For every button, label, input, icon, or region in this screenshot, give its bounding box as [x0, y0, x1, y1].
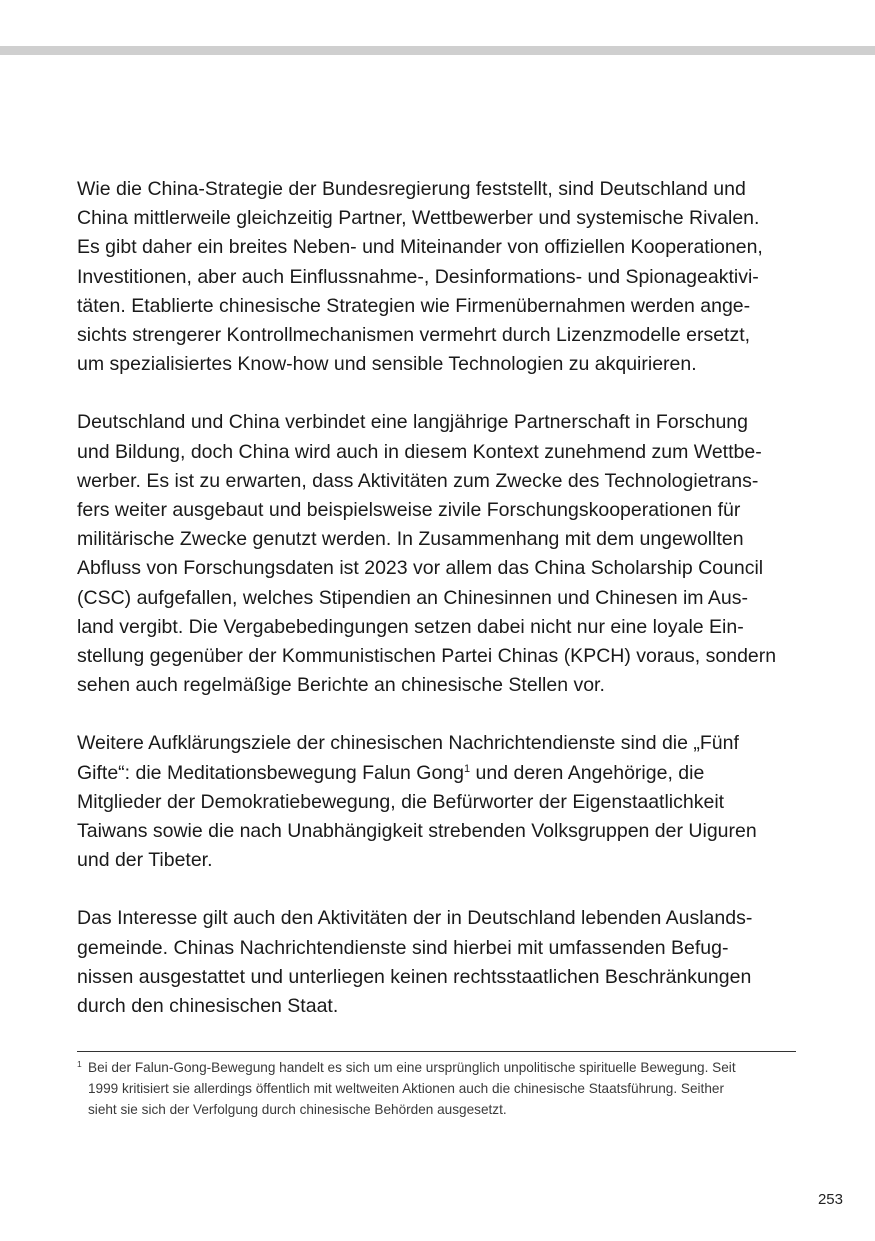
text-line: Das Interesse gilt auch den Aktivitäten der in Deutschland lebenden Auslands- [77, 907, 753, 930]
text-segment: Gifte“: die Meditationsbewegung Falun Gong [77, 761, 464, 784]
text-line: land vergibt. Die Vergabebedingungen setzen dabei nicht nur eine loyale Ein- [77, 615, 744, 638]
text-line: Wie die China-Strategie der Bundesregierung feststellt, sind Deutschland und [77, 178, 746, 200]
text-line: fers weiter ausgebaut und beispielsweise zivile Forschungskooperationen für [77, 499, 741, 522]
text-line: Weitere Aufklärungsziele der chinesischen Nachrichtendienste sind die „Fünf [77, 732, 739, 755]
paragraph-research-partnership [77, 408, 799, 700]
footnote-line: sieht sie sich der Verfolgung durch chinesische Behörden ausgesetzt. [88, 1101, 507, 1117]
text-line: durch den chinesischen Staat. [77, 995, 339, 1018]
text-line: (CSC) aufgefallen, welches Stipendien an Chinesinnen und Chinesen im Aus- [77, 586, 748, 609]
text-line: China mittlerweile gleichzeitig Partner, Wettbewerber und systemische Rivalen. [77, 207, 760, 230]
text-line: stellung gegenüber der Kommunistischen Partei Chinas (KPCH) voraus, sondern [77, 645, 777, 668]
text-line: sichts strengerer Kontrollmechanismen vermehrt durch Lizenzmodelle ersetzt, [77, 324, 751, 347]
text-line: Abfluss von Forschungsdaten ist 2023 vor allem das China Scholarship Council [77, 557, 764, 580]
footnote [77, 1058, 799, 1120]
text-line: nissen ausgestattet und unterliegen keinen rechtsstaatlichen Beschränkungen [77, 965, 752, 988]
text-line: gemeinde. Chinas Nachrichtendienste sind hierbei mit umfassenden Befug- [77, 936, 729, 959]
text-line [77, 759, 799, 788]
footnote-line: Bei der Falun-Gong-Bewegung handelt es sich um eine ursprünglich unpolitische spirituelle Bewegung. Seit [88, 1060, 736, 1075]
paragraph-five-poisons [77, 729, 799, 875]
footnote-divider [77, 1051, 796, 1052]
footnote-line: 1999 kritisiert sie allerdings öffentlich mit weltweiten Aktionen auch die chinesische Staatsführung. Seither [88, 1080, 724, 1096]
text-line: täten. Etablierte chinesische Strategien wie Firmenübernahmen werden ange- [77, 294, 751, 317]
text-line: um spezialisiertes Know-how und sensible Technologien zu akquirieren. [77, 353, 697, 376]
text-line: werber. Es ist zu erwarten, dass Aktivitäten zum Zwecke des Technologietrans- [77, 469, 759, 492]
text-line: Mitglieder der Demokratiebewegung, die Befürworter der Eigenstaatlichkeit [77, 790, 725, 813]
body-text [77, 175, 799, 1021]
header-rule [0, 46, 875, 55]
footnote-text [88, 1058, 799, 1120]
text-line: und Bildung, doch China wird auch in diesem Kontext zunehmend zum Wettbe- [77, 440, 762, 463]
footnote-reference: 1 [463, 762, 471, 775]
text-line: Investitionen, aber auch Einflussnahme-, Desinformations- und Spionageaktivi- [77, 265, 759, 288]
footnote-marker: 1 [77, 1059, 82, 1069]
text-line: Taiwans sowie die nach Unabhängigkeit strebenden Volksgruppen der Uiguren [77, 820, 757, 843]
page-number: 253 [817, 1191, 843, 1208]
text-line: Deutschland und China verbindet eine langjährige Partnerschaft in Forschung [77, 411, 748, 434]
text-line: und der Tibeter. [77, 849, 213, 872]
text-line: Es gibt daher ein breites Neben- und Miteinander von offiziellen Kooperationen, [77, 236, 763, 259]
text-line: militärische Zwecke genutzt werden. In Zusammenhang mit dem ungewollten [77, 528, 744, 551]
text-segment: und deren Angehörige, die [470, 761, 705, 784]
paragraph-diaspora [77, 904, 799, 1021]
text-line: sehen auch regelmäßige Berichte an chinesische Stellen vor. [77, 674, 605, 697]
paragraph-china-strategy [77, 175, 799, 379]
